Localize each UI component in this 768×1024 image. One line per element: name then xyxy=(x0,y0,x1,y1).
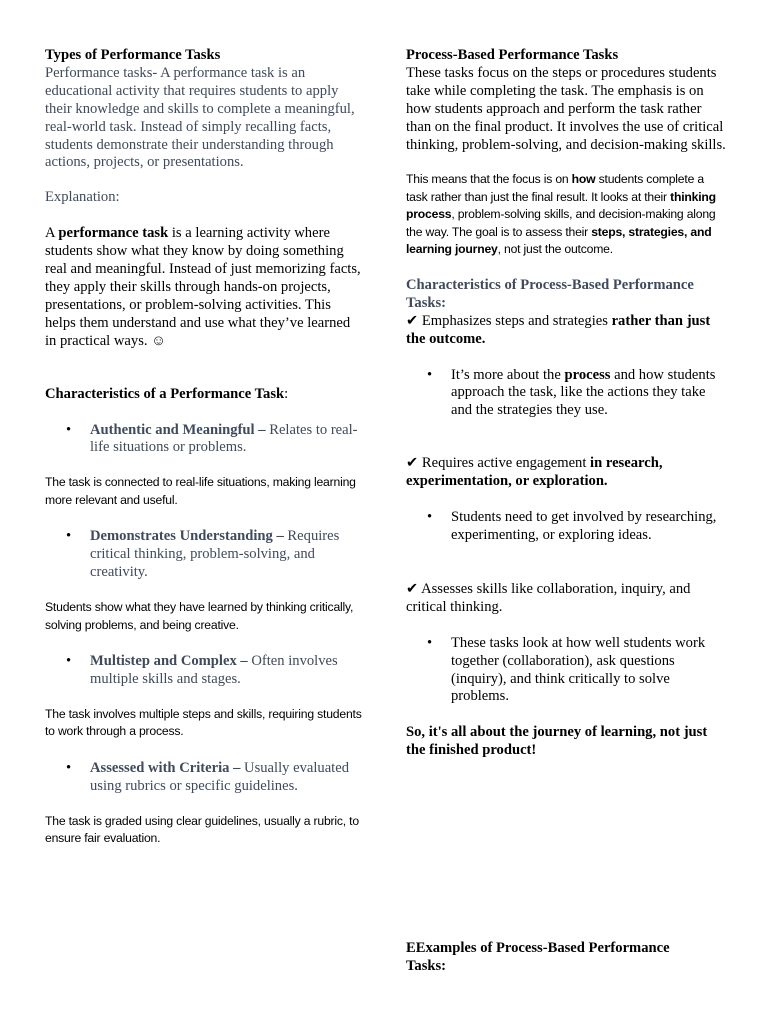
check-item-steps: ✔ Emphasizes steps and strategies rather than just the outcome. xyxy=(406,312,711,347)
check-list-2 xyxy=(406,509,728,545)
note-multistep: The task involves multiple steps and skills, requiring students to work through a process. xyxy=(45,706,362,739)
left-title: Types of Performance Tasks xyxy=(45,47,221,63)
note-authentic: The task is connected to real-life situations, making learning more relevant and useful. xyxy=(45,475,356,507)
note-criteria: The task is graded using clear guidelines, usually a rubric, to ensure fair evaluation. xyxy=(45,813,359,846)
bullet-process: • It’s more about the process and how students approach the task, like the actions they take and the strategies they use. xyxy=(406,367,728,421)
check-item-engagement: ✔ Requires active engagement in research, experimentation, or exploration. xyxy=(406,455,663,490)
characteristics-list-3 xyxy=(45,653,363,689)
right-intro: These tasks focus on the steps or procedures students take while completing the task. The emphasis is on how students approach and perform the task rather than on the final product. It involves the use of critical thinking, problem-solving, and decision-making skills. xyxy=(406,64,726,153)
characteristics-list-4 xyxy=(45,760,363,796)
characteristics-heading: Characteristics of a Performance Task: xyxy=(45,385,289,402)
left-intro: Performance tasks- A performance task is an educational activity that requires students to apply their knowledge and skills to complete a meaningful, real-world task. Instead of simply recalling facts, students demonstrate their understanding through actions, projects, or presentations. xyxy=(45,64,355,171)
note-understanding: Students show what they have learned by thinking critically, solving problems, and being creative. xyxy=(45,600,354,632)
performance-task-paragraph: A performance task is a learning activity where students show what they know by doing something real and meaningful. Instead of just memorizing facts, they apply their skills through hands-on projects, presentations, or problem-solving activities. This helps them understand and use what they’ve learned in practical ways. ☺ xyxy=(45,225,361,349)
list-item-criteria: • Assessed with Criteria – Usually evaluated using rubrics or specific guidelines. xyxy=(45,760,363,796)
right-title: Process-Based Performance Tasks xyxy=(406,47,619,63)
list-item-multistep: • Multistep and Complex – Often involves multiple skills and stages. xyxy=(45,653,363,689)
check-list-1 xyxy=(406,367,728,421)
list-item-authentic: • Authentic and Meaningful – Relates to real-life situations or problems. xyxy=(45,422,363,458)
checkmark-icon: ✔ xyxy=(406,455,419,472)
list-item-understanding: • Demonstrates Understanding – Requires critical thinking, problem-solving, and creativity. xyxy=(45,528,363,582)
checkmark-icon: ✔ xyxy=(406,312,419,329)
characteristics-list-1 xyxy=(45,422,363,458)
bullet-research: • Students need to get involved by researching, experimenting, or exploring ideas. xyxy=(406,509,728,545)
examples-heading: EExamples of Process-Based Performance Tasks: xyxy=(406,940,670,974)
check-item-skills: ✔ Assesses skills like collaboration, inquiry, and critical thinking. xyxy=(406,580,691,615)
conclusion: So, it's all about the journey of learning, not just the finished product! xyxy=(406,724,708,759)
characteristics-list-2 xyxy=(45,528,363,582)
explanation-label: Explanation: xyxy=(45,189,120,206)
process-characteristics-heading: Characteristics of Process-Based Performance Tasks: xyxy=(406,276,694,311)
focus-paragraph: This means that the focus is on how students complete a task rather than just the final result. It looks at their thinking process, problem-solving skills, and decision-making along the way. The goal is to assess their steps, strategies, and learning journey, not just the outcome. xyxy=(406,172,716,257)
bullet-collaboration: • These tasks look at how well students work together (collaboration), ask questions (inquiry), and think critically to solve problems. xyxy=(406,635,728,707)
left-column xyxy=(45,47,363,848)
right-column xyxy=(406,47,728,974)
check-list-3 xyxy=(406,635,728,707)
checkmark-icon: ✔ xyxy=(406,580,419,597)
performance-task-term: performance task xyxy=(58,225,169,242)
